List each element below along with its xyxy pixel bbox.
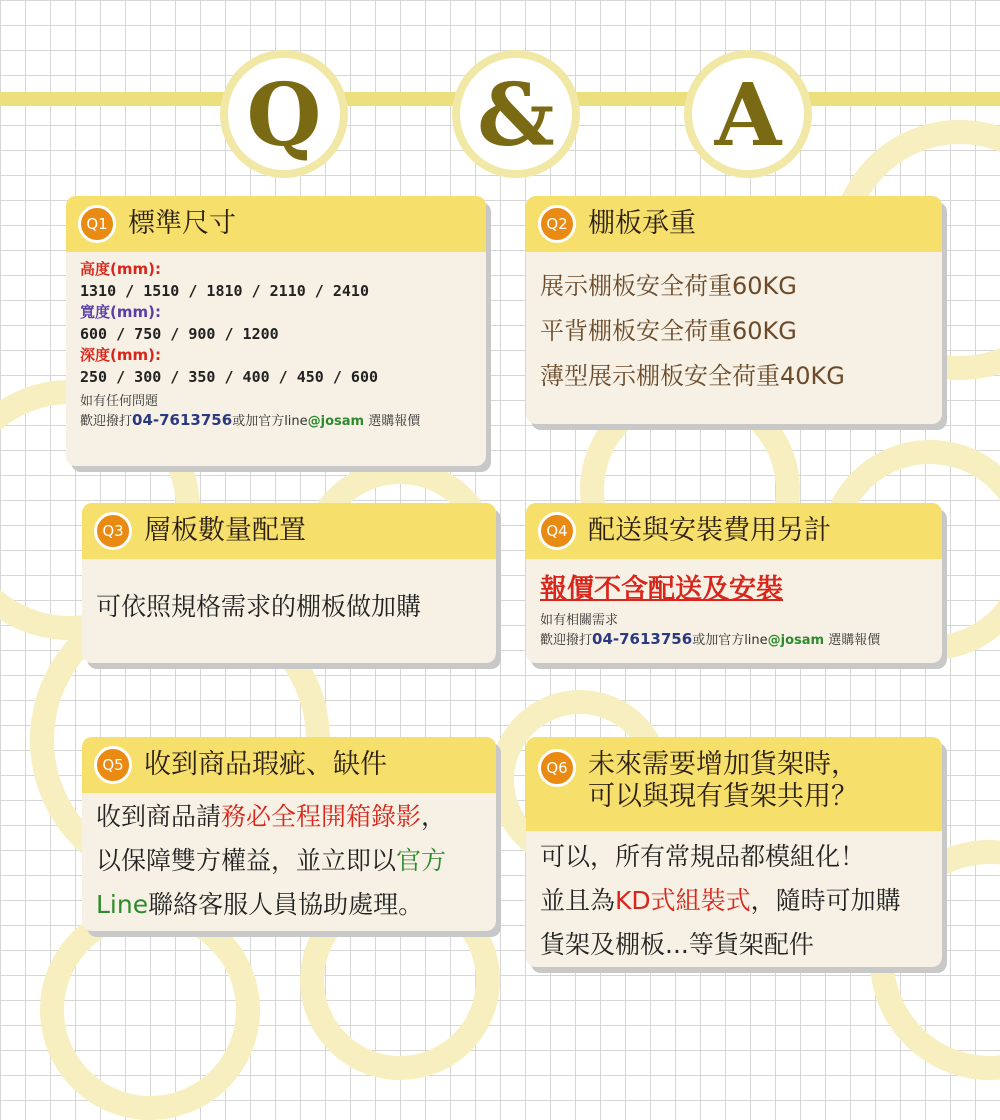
q5-header: [82, 737, 496, 793]
q6-card: [526, 737, 942, 967]
q4-headline: 報價不含配送及安裝: [540, 574, 783, 605]
q4-title: 配送與安裝費用另計: [588, 514, 831, 546]
height-values: 1310 / 1510 / 1810 / 2110 / 2410: [80, 282, 369, 300]
q2-line: 平背棚板安全荷重60KG: [540, 317, 797, 345]
q5-emphasis-green: 官方: [396, 846, 447, 875]
q6-title: [588, 749, 858, 814]
q4-badge: Q4: [538, 512, 576, 550]
width-values: 600 / 750 / 900 / 1200: [80, 325, 279, 343]
q6-badge: Q6: [538, 749, 576, 787]
q2-line: 薄型展示棚板安全荷重40KG: [540, 362, 845, 390]
q1-line-id: @josam: [307, 414, 365, 429]
q6-line1: 可以，所有常規品都模組化！: [540, 842, 866, 871]
ampersand-emblem: [452, 50, 580, 178]
q1-note2-prefix: 歡迎撥打: [80, 414, 133, 429]
q4-phone: 04-7613756: [592, 630, 693, 648]
q6-line3: 貨架及棚板...等貨架配件: [540, 930, 814, 959]
q5-line3-text: 聯絡客服人員協助處理。: [148, 890, 424, 919]
q5-line1-end: ，: [421, 802, 447, 831]
q2-line: 展示棚板安全荷重60KG: [540, 272, 797, 300]
q1-badge: Q1: [78, 205, 116, 243]
height-label: 高度(mm):: [80, 260, 161, 278]
width-label: 寬度(mm):: [80, 303, 161, 321]
q6-line2-end: ，隨時可加購: [750, 886, 901, 915]
depth-values: 250 / 300 / 350 / 400 / 450 / 600: [80, 368, 379, 386]
q1-phone: 04-7613756: [132, 411, 233, 429]
q4-header: [526, 503, 942, 559]
q1-note2-mid: 或加官方line: [232, 414, 308, 429]
q6-line2: [540, 879, 928, 923]
q2-header: [526, 196, 942, 252]
background-ring: [40, 900, 260, 1120]
q4-note2: [540, 630, 928, 650]
q2-title: 棚板承重: [588, 207, 696, 239]
depth-label: 深度(mm):: [80, 346, 161, 364]
q3-header: [82, 503, 496, 559]
q4-line-id: @josam: [767, 633, 825, 648]
q1-title: 標準尺寸: [128, 207, 236, 239]
q4-card: [526, 503, 942, 663]
q2-card: [526, 196, 942, 424]
q5-line1-text: 收到商品請: [96, 802, 222, 831]
q3-text: 可依照規格需求的棚板做加購: [96, 592, 422, 621]
q3-badge: Q3: [94, 512, 132, 550]
q5-line2: [96, 839, 482, 883]
q1-card: [66, 196, 486, 466]
q4-note1: 如有相關需求: [540, 613, 619, 628]
q4-note2-mid: 或加官方line: [692, 633, 768, 648]
q2-badge: Q2: [538, 205, 576, 243]
q3-title: 層板數量配置: [144, 514, 306, 546]
q5-title: 收到商品瑕疵、缺件: [144, 748, 387, 780]
q1-note2-suffix: 選購報價: [364, 414, 421, 429]
q4-note2-prefix: 歡迎撥打: [540, 633, 593, 648]
q5-emphasis-red: 務必全程開箱錄影: [221, 802, 422, 831]
a-emblem: [684, 50, 812, 178]
q6-line2-text: 並且為: [540, 886, 616, 915]
q1-note2: [80, 411, 472, 431]
q1-note1: 如有任何問題: [80, 394, 159, 409]
ampersand-letter: &: [477, 65, 555, 166]
q1-header: [66, 196, 486, 252]
q5-line3: [96, 883, 482, 927]
q-letter: Q: [246, 65, 322, 166]
a-letter: A: [714, 65, 782, 166]
q6-header: [526, 737, 942, 831]
q6-emphasis-red: KD式組裝式: [615, 886, 751, 915]
q6-title-line1: 未來需要增加貨架時，: [588, 749, 858, 780]
q6-title-line2: 可以與現有貨架共用？: [588, 781, 858, 813]
q3-card: [82, 503, 496, 663]
q5-line-word: Line: [96, 890, 149, 919]
q5-badge: Q5: [94, 746, 132, 784]
q5-card: [82, 737, 496, 931]
q4-note2-suffix: 選購報價: [824, 633, 881, 648]
q-emblem: [220, 50, 348, 178]
q5-line1: [96, 795, 482, 839]
q5-line2-text: 以保障雙方權益，並立即以: [96, 846, 397, 875]
